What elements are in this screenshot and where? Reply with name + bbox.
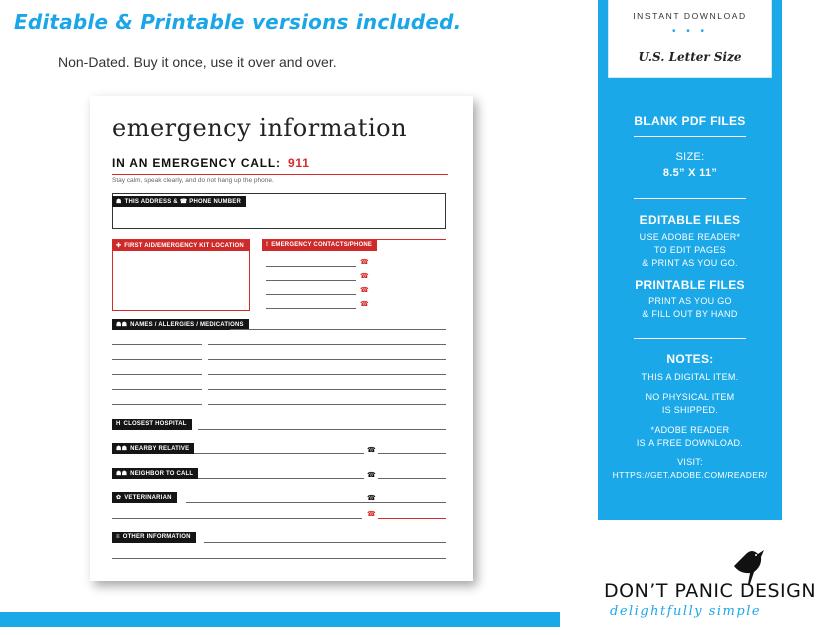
contacts-tab [262,240,377,251]
size-value: 8.5” X 11” [662,167,718,179]
notes-line: VISIT: [677,457,703,467]
address-tab [112,196,246,207]
contact-line [266,294,356,295]
phone-icon: ☎ [360,287,369,294]
other-tab-label: OTHER INFORMATION [122,534,191,540]
printable-line: PRINT AS YOU GO [648,296,732,306]
other-line [204,542,446,543]
relative-tab [112,443,194,454]
editable-line: & PRINT AS YOU GO. [642,258,738,268]
names-line [112,359,202,360]
editable-title: EDITABLE FILES [639,213,741,227]
names-tab [112,319,249,330]
blank-pdf-label: BLANK PDF FILES [634,114,746,128]
editable-line: TO EDIT PAGES [654,245,726,255]
other-line [112,558,446,559]
paw-icon: ✿ [116,495,122,501]
phone-icon: ☎ [367,447,376,454]
names-line [208,404,446,405]
vet-tab-label: VETERINARIAN [124,495,172,501]
call-number: 911 [287,156,310,170]
adobe-url: HTTPS://GET.ADOBE.COM/READER/ [612,470,768,480]
note-icon: ≡ [116,534,120,540]
relative-line [194,453,364,454]
house-icon: ☗ [116,199,122,205]
hospital-icon: H [116,421,121,427]
names-line [208,389,446,390]
notes-line: NO PHYSICAL ITEM [645,392,735,402]
hospital-tab-label: CLOSEST HOSPITAL [123,421,187,427]
notes-line: IS SHIPPED. [661,405,719,415]
phone-icon: ☎ [367,511,376,518]
names-tab-label: NAMES / ALLERGIES / MEDICATIONS [130,322,244,328]
printable-title: PRINTABLE FILES [635,278,745,292]
brand-tagline: delightfully simple [610,604,762,619]
vet-tab [112,492,177,503]
panel-top-card [608,0,772,78]
vet-phone-line [378,518,446,519]
hospital-line [198,429,446,430]
notes-line: *ADOBE READER [650,425,730,435]
bottom-accent-bar [0,612,560,627]
people-icon: ☗☗ [116,471,128,477]
names-line [112,389,202,390]
instant-download-label: INSTANT DOWNLOAD [633,11,747,21]
plus-icon: ✚ [116,243,122,249]
phone-icon: ☎ [360,259,369,266]
notes-line: THIS A DIGITAL ITEM. [641,372,739,382]
relative-phone-line [378,453,446,454]
people-icon: ☗☗ [116,322,128,328]
person-icon: ☗☗ [116,446,128,452]
first-aid-tab-label: FIRST AID/EMERGENCY KIT LOCATION [124,243,244,249]
title-divider [112,174,448,175]
phone-icon: ☎ [367,472,376,479]
vet-line [112,518,362,519]
vet-rule [186,502,446,503]
bird-logo-icon [732,544,770,584]
names-line [208,344,446,345]
info-panel [598,0,782,520]
panel-divider [634,198,746,199]
editable-line: USE ADOBE READER* [639,232,741,242]
panel-divider [634,136,746,137]
hospital-tab [112,419,192,430]
names-line [112,374,202,375]
promo-headline: Editable & Printable versions included. [14,10,462,34]
dots-divider: • • • [671,26,709,37]
contact-line [266,266,356,267]
neighbor-tab-label: NEIGHBOR TO CALL [130,471,194,477]
promo-subline: Non-Dated. Buy it once, use it over and over. [58,54,337,70]
relative-tab-label: NEARBY RELATIVE [130,446,190,452]
names-line [208,374,446,375]
brand-name: DON’T PANIC DESIGN [604,580,816,602]
first-aid-tab [112,240,250,251]
document-title: emergency information [112,114,408,142]
phone-icon: ☎ [360,273,369,280]
neighbor-phone-line [378,478,446,479]
contact-line [266,308,356,309]
names-rule [230,329,446,330]
panel-divider [634,338,746,339]
contact-line [266,280,356,281]
phone-icon: ☎ [360,301,369,308]
notes-title: NOTES: [666,352,714,366]
emergency-form-sheet [90,96,473,581]
names-line [112,344,202,345]
phone-icon: ☎ [367,495,376,502]
contacts-tab-label: EMERGENCY CONTACTS/PHONE [271,242,373,248]
calm-instructions: Stay calm, speak clearly, and do not hang up the phone. [112,177,274,184]
letter-size-label: U.S. Letter Size [638,50,742,64]
printable-line: & FILL OUT BY HAND [642,309,738,319]
exclaim-icon: ! [266,242,269,248]
notes-line: IS A FREE DOWNLOAD. [636,438,744,448]
neighbor-line [198,478,364,479]
other-tab [112,532,196,543]
address-tab-label: THIS ADDRESS & ☎ PHONE NUMBER [124,199,241,205]
names-line [112,404,202,405]
size-label: SIZE: [675,151,705,163]
names-line [208,359,446,360]
call-label: IN AN EMERGENCY CALL: [112,156,281,170]
neighbor-tab [112,468,198,479]
emergency-call-row [112,156,310,170]
